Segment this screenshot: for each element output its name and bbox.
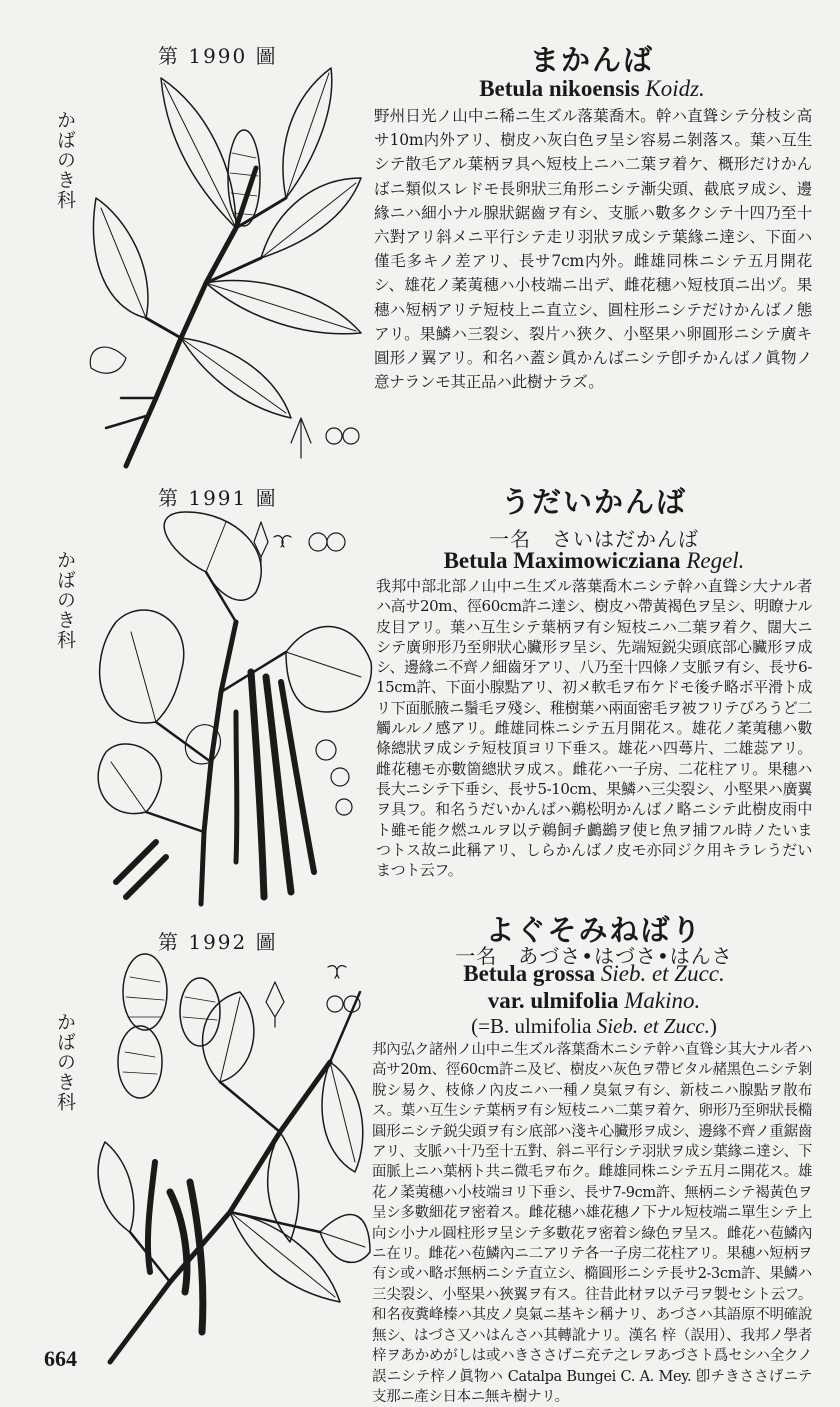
synonym	[376, 1014, 812, 1039]
latin-author: Sieb. et Zucc.	[600, 961, 725, 986]
species-description: 野州日光ノ山中ニ稀ニ生ズル落葉喬木。幹ハ直聳シテ分枝シ高サ10m内外アリ、樹皮ハ灰白色ヲ呈シ容易ニ剝落ス。葉ハ互生シテ散毛アル葉柄ヲ具ヘ短枝上ニハ二葉ヲ着ケ、概形だけかんばニ類似スレドモ長卵狀三角形ニシテ漸尖頭、截底ヲ成シ、邊緣ニハ細小ナル腺狀鋸齒ヲ有シ、支脈ハ數多クシテ十四乃至十六對アリ斜メニ平行シテ走リ羽狀ヲ成シテ葉緣ニ達シ、下面ハ僅毛多キノ差アリ、長サ7cm内外。雌雄同株ニシテ五月開花シ、雄花ノ葇荑穗ハ小枝端ニ出デ、雌花穗ハ短枝頂ニ出ヅ。果穗ハ短柄アリテ短枝上ニ直立シ、圓柱形ニシテだけかんばノ態アリ。果鱗ハ三裂シ、裂片ハ狹ク、小堅果ハ卵圓形ニシテ廣キ圓形ノ翼アリ。和名ハ蓋シ眞かんばニシテ卽チかんばノ眞物ノ意ナランモ其正品ハ此樹ナラズ。	[374, 107, 812, 392]
species-description: 邦內弘ク諸州ノ山中ニ生ズル落葉喬木ニシテ幹ハ直聳シ其大ナル者ハ高サ20m、徑60cm許ニ及ビ、樹皮ハ灰色ヲ帶ビタル赭黑色ニシテ剝脫シ易ク、枝條ノ內皮ニハ一種ノ臭氣ヲ有シ、新枝ニハ腺點ヲ散布ス。葉ハ互生シテ葉柄ヲ有シ短枝ニハ二葉ヲ着ケ、卵形乃至卵狀長橢圓形ニシテ鋭尖頭ヲ有シ底部ハ淺キ心臟形ヲ成シ、邊緣不齊ノ重鋸齒アリ、支脈ハ十乃至十五對、斜ニ平行シテ羽狀ヲ成シ葉緣ニ達シ、下面脈上ニハ葉柄ト共ニ微毛ヲ布ク。雌雄同株ニシテ五月ニ開花ス。雄花ノ葇荑穗ハ小枝端ヨリ下垂シ、長サ7-9cm許、無柄ニシテ褐黃色ヲ呈シ多數細花ヲ密着ス。雌花穗ハ雄花穗ノ下ナル短枝端ニ單生シテ上向シ小ナル圓柱形ヲ呈シテ多數花ヲ密着シ綠色ヲ呈ス。雌花ハ苞鱗內ニ在リ。雌花ハ苞鱗內ニ二アリテ各一子房二花柱アリ。果穗ハ短柄ヲ有シ或ハ略ボ無柄ニシテ直立シ、橢圓形ニシテ長サ2-3cm許、果鱗ハ三尖裂シ、小堅果ハ狹翼ヲ有ス。往昔此材ヲ以テ弓ヲ製セシト云フ。和名夜糞峰榛ハ其皮ノ臭氣ニ基キシ稱ナリ、あづさハ其語原不明確說無シ、はづさ又ハはんさハ其轉訛ナリ。漢名 梓（誤用）、我邦ノ學者梓ヲあかめがしは或ハきささげニ充テ之レヲあづさト爲セシハ全クノ誤ニシテ梓ノ眞物ハ Catalpa Bungei C. A. Mey. 卽チきささげニテ支那ニ產シ日本ニ無キ樹ナリ。	[372, 1042, 812, 1405]
botanical-illustration	[86, 68, 368, 466]
alternate-name: 一名 あづさ•はづさ•はんさ	[455, 944, 733, 968]
japanese-name: よぐそみねばり	[485, 913, 703, 947]
species-description: 我邦中部北部ノ山中ニ生ズル落葉喬木ニシテ幹ハ直聳シ大ナル者ハ高サ20m、徑60cm許ニ達シ、樹皮ハ帶黃褐色ヲ呈シ、明瞭ナル皮目アリ。葉ハ互生シテ葉柄ヲ有シ短枝ニハ二葉ヲ着ク、闊大ニシテ廣卵形乃至卵狀心臟形ヲ呈シ、先端短鋭尖頭底部心臟形ヲ成シ、邊緣ニ不齊ノ細齒牙アリ、八乃至十四條ノ支脈ヲ有シ、長サ6-15cm許、下面小腺點アリ、初メ軟毛ヲ布ケドモ後チ略ボ平滑ト成リ下面脈腋ニ鬚毛ヲ殘シ、稚樹葉ハ兩面密毛ヲ被フリテびろうど二觸ルルノ感アリ。雌雄同株ニシテ五月開花ス。雄花ノ葇荑穗ハ數條總狀ヲ成シテ短枝頂ヨリ下垂ス。雄花ハ四蕚片、二雄蕊アリ。雌花穗モ亦數箇總狀ヲ成ス。雌花ハ一子房、二花柱アリ。果穗ハ長大ニシテ下垂シ、長サ5-10cm、果鱗ハ三尖裂シ、小堅果ハ廣翼ヲ具フ。和名うだいかんばハ鵜松明かんばノ略ニシテ此樹皮雨中ト雖モ能ク燃ユルヲ以テ鵜飼チ鸕鷀ヲ使ヒ魚ヲ捕フル時ノたいまつトス故ニ此稱アリ、しらかんばノ皮モ亦同ジク用キラレうだいまつト云フ。	[376, 577, 812, 880]
japanese-name: うだいかんば	[500, 485, 687, 519]
synonym-close: )	[709, 1014, 717, 1038]
latin-name	[376, 961, 812, 987]
synonym-name: (=B. ulmifolia	[471, 1014, 592, 1038]
synonym-author: Sieb. et Zucc.	[596, 1014, 710, 1038]
page-number: 664	[44, 1346, 77, 1371]
latin-author: Koidz.	[645, 76, 705, 101]
variety-name	[376, 988, 812, 1014]
latin-binomial: Betula Maximowicziana	[443, 548, 681, 573]
botanical-illustration	[90, 962, 372, 1362]
latin-binomial: Betula nikoensis	[479, 76, 640, 101]
latin-name	[376, 548, 812, 574]
japanese-name: まかんば	[529, 43, 654, 77]
figure-number: 第 1991 圖	[158, 486, 278, 510]
latin-binomial: Betula grossa	[463, 961, 596, 986]
variety-epithet: var. ulmifolia	[487, 988, 619, 1013]
latin-name	[372, 76, 812, 102]
variety-author: Makino.	[624, 988, 701, 1013]
figure-number: 第 1992 圖	[158, 930, 278, 954]
family-label: かばのき科	[54, 110, 76, 210]
latin-author: Regel.	[686, 548, 745, 573]
family-label: かばのき科	[54, 1012, 76, 1112]
botanical-illustration	[86, 512, 376, 904]
figure-number: 第 1990 圖	[158, 44, 278, 68]
family-label: かばのき科	[54, 550, 76, 650]
alternate-name: 一名 さいはだかんば	[489, 527, 699, 551]
